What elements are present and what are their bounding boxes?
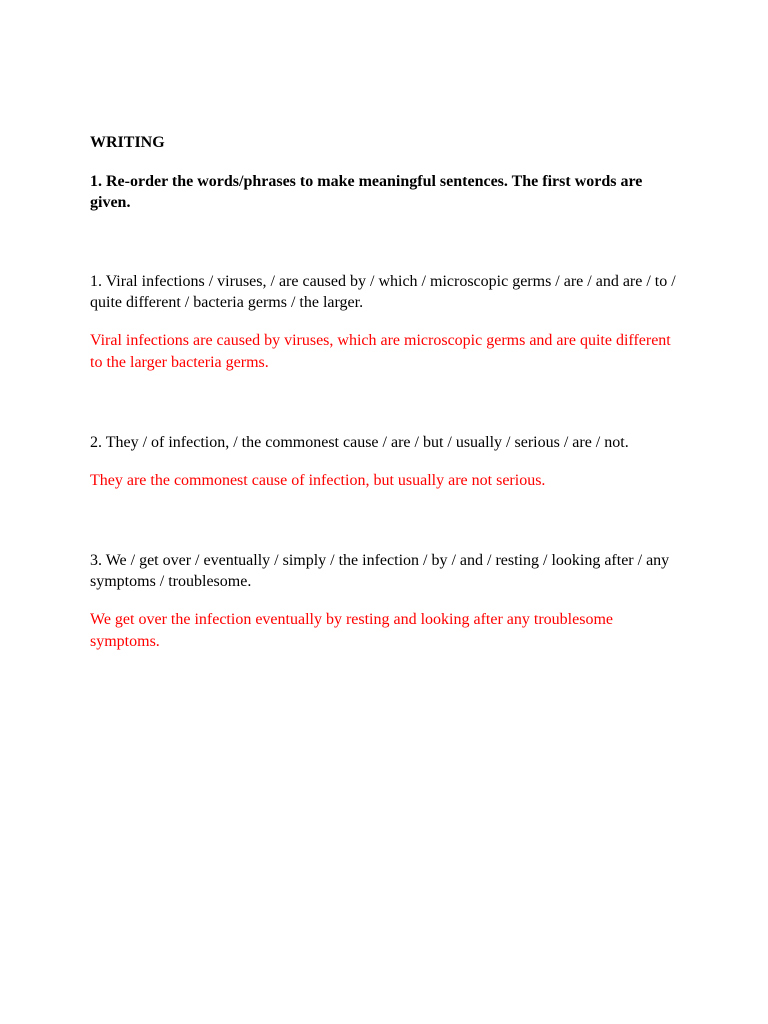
exercise-answer: They are the commonest cause of infection, but usually are not serious. (90, 472, 546, 489)
exercise-prompt: 1. Viral infections / viruses, / are caused by / which / microscopic germs / are / and are / to / quite different / bacteria germs / the larger. (90, 273, 676, 311)
section-heading: WRITING (90, 134, 165, 151)
exercise-answer: We get over the infection eventually by resting and looking after any troublesome symptoms. (90, 611, 613, 650)
exercise-prompt: 3. We / get over / eventually / simply / the infection / by / and / resting / looking after / any symptoms / troublesome. (90, 552, 670, 590)
exercise-prompt: 2. They / of infection, / the commonest cause / are / but / usually / serious / are / not. (90, 434, 629, 451)
exercise-answer: Viral infections are caused by viruses, which are microscopic germs and are quite different to the larger bacteria germs. (90, 332, 671, 371)
exercise-item-3 (90, 550, 680, 653)
page-content (90, 132, 680, 653)
exercise-instruction: 1. Re-order the words/phrases to make meaningful sentences. The first words are given. (90, 173, 643, 211)
exercise-item-1 (90, 271, 680, 374)
exercise-item-2 (90, 432, 680, 492)
